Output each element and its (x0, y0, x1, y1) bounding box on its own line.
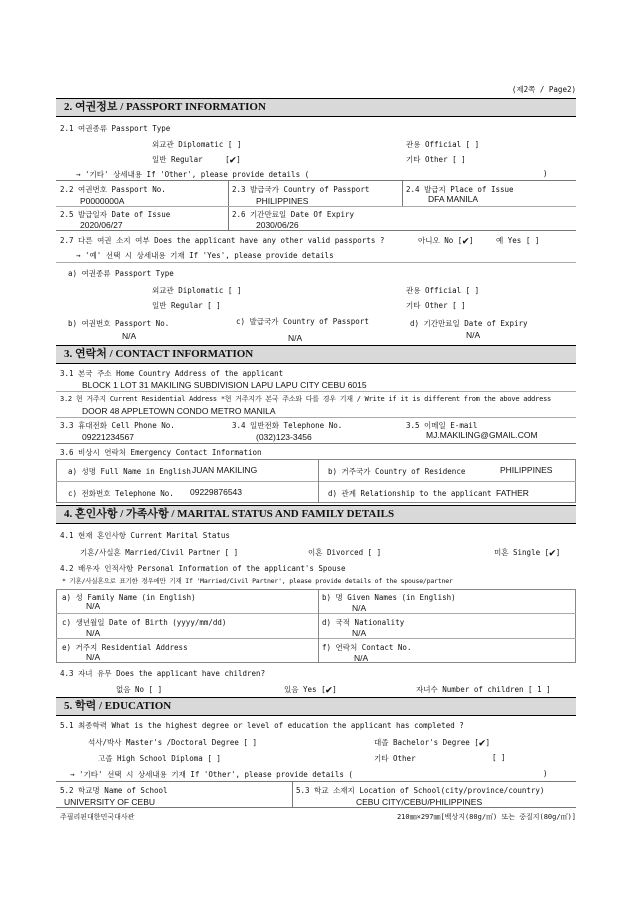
emergency-phone-label: c) 전화번호 Telephone No. (68, 489, 174, 498)
passport-country-label: 2.3 발급국가 Country of Passport (232, 185, 370, 194)
spouse-family-name-value[interactable]: N/A (86, 601, 101, 611)
emergency-name-label: a) 성명 Full Name in English (68, 467, 191, 476)
regular-label: 일반 Regular (152, 155, 203, 164)
visa-form-page-2 (56, 0, 576, 902)
home-address-value[interactable]: BLOCK 1 LOT 31 MAKILING SUBDIVISION LAPU LAPU CITY CEBU 6015 (82, 380, 367, 390)
emergency-name-value[interactable]: JUAN MAKILING (192, 465, 258, 475)
education-bachelor[interactable]: 대졸 Bachelor's Degree [✔] (374, 736, 490, 749)
spouse-birth-value[interactable]: N/A (86, 628, 101, 638)
passport-country-value[interactable]: PHILIPPINES (256, 196, 309, 206)
emergency-relationship-label: d) 관계 Relationship to the applicant (328, 489, 492, 498)
spouse-address-value[interactable]: N/A (86, 652, 101, 662)
spouse-info-label: 4.2 배우자 인적사항 Personal Information of the applicant's Spouse (60, 564, 346, 573)
school-location-value[interactable]: CEBU CITY/CEBU/PHILIPPINES (356, 797, 483, 807)
spouse-given-names-label: b) 명 Given Names (in English) (322, 593, 456, 602)
school-name-value[interactable]: UNIVERSITY OF CEBU (64, 797, 155, 807)
children-count[interactable]: 자녀수 Number of children [ 1 ] (416, 685, 551, 694)
spouse-family-name-label: a) 성 Family Name (in English) (62, 593, 196, 602)
education-other-note: → '기타' 선택 시 상세내용 기재 If 'Other', please provide details ( (70, 770, 353, 779)
check-icon: ✔ (462, 234, 469, 247)
section-header-contact: 3. 연락처 / CONTACT INFORMATION (56, 345, 576, 364)
emergency-phone-value[interactable]: 09229876543 (190, 487, 243, 497)
education-highest-label: 5.1 최종학력 What is the highest degree or level of education the applicant has completed ? (60, 721, 464, 730)
passport-type-other[interactable]: 기타 Other [ ] (406, 155, 466, 164)
passport-place-label: 2.4 발급지 Place of Issue (406, 185, 514, 194)
other-passport-official[interactable]: 관용 Official [ ] (406, 286, 480, 295)
other-passport-expiry-label: d) 기간만료일 Date of Expiry (410, 319, 528, 328)
section-header-passport: 2. 여권정보 / PASSPORT INFORMATION (56, 98, 576, 117)
spouse-address-label: e) 거주지 Residential Address (62, 643, 188, 652)
passport-type-regular[interactable]: 일반 Regular [✔] (152, 153, 241, 166)
check-icon: ✔ (229, 153, 237, 166)
passport-type-diplomatic[interactable]: 외교관 Diplomatic [ ] (152, 140, 242, 149)
other-passport-regular[interactable]: 일반 Regular [ ] (152, 301, 221, 310)
cell-phone-value[interactable]: 09221234567 (82, 432, 135, 442)
school-name-label: 5.2 학교명 Name of School (60, 786, 168, 795)
spouse-birth-label: c) 생년월일 Date of Birth (yyyy/mm/dd) (62, 618, 227, 627)
passport-no-value[interactable]: P0000000A (80, 196, 125, 206)
marital-divorced[interactable]: 이혼 Divorced [ ] (308, 548, 382, 557)
emergency-relationship-value[interactable]: FATHER (496, 488, 529, 498)
passport-place-value[interactable]: DFA MANILA (428, 194, 479, 204)
emergency-country-label: b) 거주국가 Country of Residence (328, 467, 466, 476)
children-no[interactable]: 없음 No [ ] (116, 685, 163, 694)
emergency-country-value[interactable]: PHILIPPINES (500, 465, 553, 475)
spouse-given-names-value[interactable]: N/A (352, 603, 367, 613)
email-value[interactable]: MJ.MAKILING@GMAIL.COM (426, 430, 538, 440)
other-passport-yes[interactable]: 예 Yes [ ] (496, 236, 540, 245)
passport-type-label: 2.1 여권종류 Passport Type (60, 124, 171, 133)
cell-phone-label: 3.3 휴대전화 Cell Phone No. (60, 421, 175, 430)
passport-type-official[interactable]: 관용 Official [ ] (406, 140, 480, 149)
current-address-label: 3.2 현 거주지 Current Residential Address *현 거주지가 본국 주소와 다를 경우 기재 / Write if it is different from the above address (60, 395, 551, 403)
footer-paper-spec: 210㎜×297㎜[백상지(80g/㎡) 또는 중질지(80g/㎡)] (396, 813, 576, 821)
check-icon: ✔ (478, 736, 486, 749)
other-passport-no-label: b) 여권번호 Passport No. (68, 319, 170, 328)
school-location-label: 5.3 학교 소재지 Location of School(city/province/country) (296, 786, 545, 795)
passport-other-details-note: → '기타' 상세내용 If 'Other', please provide details ( (76, 170, 310, 179)
telephone-value[interactable]: (032)123-3456 (256, 432, 312, 442)
other-passport-question: 2.7 다른 여권 소지 여부 Does the applicant have any other valid passports ? (60, 236, 385, 245)
page-label: (제2쪽 / Page2) (511, 85, 576, 94)
other-passport-other[interactable]: 기타 Other [ ] (406, 301, 466, 310)
emergency-contact-label: 3.6 비상시 연락처 Emergency Contact Information (60, 448, 262, 457)
other-passport-type-label: a) 여권종류 Passport Type (68, 269, 174, 278)
yes-details-note: → '예' 선택 시 상세내용 기재 If 'Yes', please provide details (76, 251, 334, 260)
section-header-education: 5. 학력 / EDUCATION (56, 697, 576, 716)
children-yes[interactable]: 있음 Yes [✔] (284, 683, 337, 696)
education-other[interactable]: 기타 Other (374, 754, 416, 763)
other-passport-diplomatic[interactable]: 외교관 Diplomatic [ ] (152, 286, 242, 295)
passport-other-details-close: ) (543, 169, 548, 178)
email-label: 3.5 이메일 E-mail (406, 421, 478, 430)
marital-married[interactable]: 기혼/사실혼 Married/Civil Partner [ ] (80, 548, 239, 557)
current-address-value[interactable]: DOOR 48 APPLETOWN CONDO METRO MANILA (82, 406, 276, 416)
section-header-marital: 4. 혼인사항 / 가족사항 / MARITAL STATUS AND FAMILY DETAILS (56, 505, 576, 524)
children-question: 4.3 자녀 유무 Does the applicant have children? (60, 669, 266, 678)
spouse-contact-label: f) 연락처 Contact No. (322, 643, 412, 652)
spouse-info-note: * 기혼/사실혼으로 표기한 경우에만 기재 If 'Married/Civil Partner', please provide details of the spouse/partner (62, 577, 453, 585)
education-highschool[interactable]: 고졸 High School Diploma [ ] (98, 754, 221, 763)
marital-single[interactable]: 미혼 Single [✔] (494, 546, 561, 559)
other-passport-country-label: c) 발급국가 Country of Passport (236, 317, 369, 326)
expiry-date-label: 2.6 기간만료일 Date Of Expiry (232, 210, 355, 219)
issue-date-label: 2.5 발급일자 Date of Issue (60, 210, 171, 219)
education-other-checkbox[interactable]: [ ] (492, 753, 506, 762)
spouse-nationality-value[interactable]: N/A (352, 628, 367, 638)
check-icon: ✔ (549, 546, 556, 559)
footer-embassy: 주필리핀대한민국대사관 (60, 813, 135, 821)
home-address-label: 3.1 본국 주소 Home Country Address of the applicant (60, 369, 284, 378)
education-master[interactable]: 석사/박사 Master's /Doctoral Degree [ ] (88, 738, 257, 747)
spouse-contact-value[interactable]: N/A (354, 653, 369, 663)
other-passport-no-value[interactable]: N/A (122, 331, 137, 341)
passport-no-label: 2.2 여권번호 Passport No. (60, 185, 166, 194)
spouse-nationality-label: d) 국적 Nationality (322, 618, 405, 627)
expiry-date-value[interactable]: 2030/06/26 (256, 220, 299, 230)
check-icon: ✔ (325, 683, 333, 696)
other-passport-expiry-value[interactable]: N/A (466, 330, 481, 340)
marital-status-label: 4.1 현재 혼인사항 Current Marital Status (60, 531, 230, 540)
education-other-note-close: ) (543, 769, 548, 778)
other-passport-country-value[interactable]: N/A (288, 333, 303, 343)
issue-date-value[interactable]: 2020/06/27 (80, 220, 123, 230)
other-passport-no[interactable]: 아니오 No [✔] (418, 234, 474, 247)
telephone-label: 3.4 일반전화 Telephone No. (232, 421, 343, 430)
